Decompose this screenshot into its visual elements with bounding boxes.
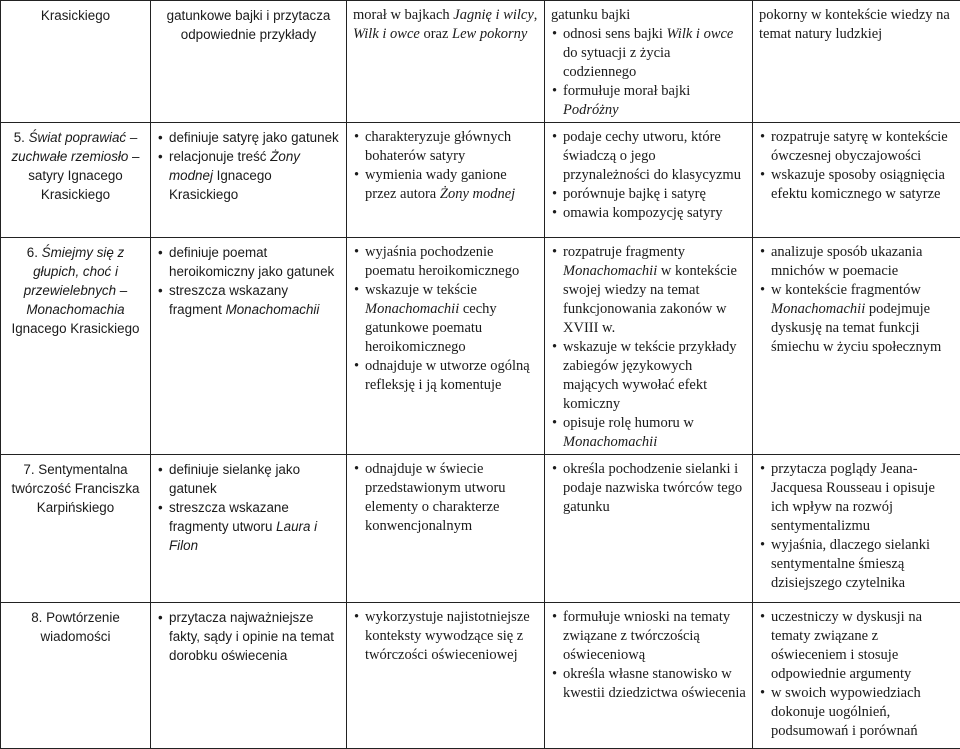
- requirement-item: • odnajduje w utworze ogólną refleksję i ją komentuje: [353, 357, 538, 395]
- extended-requirements-cell: [347, 603, 545, 749]
- requirement-item: • określa pochodzenie sielanki i podaje nazwiska twórców tego gatunku: [551, 460, 746, 517]
- requirement-item: • opisuje rolę humoru w Monachomachii: [551, 414, 746, 452]
- requirements-list: [759, 243, 956, 357]
- requirements-list: [157, 460, 340, 555]
- requirement-item: • definiuje satyrę jako gatunek: [157, 128, 340, 147]
- requirements-text: gatunku bajki: [551, 6, 746, 25]
- requirement-item: • charakteryzuje głównych bohaterów satyry: [353, 128, 538, 166]
- requirement-item: • rozpatruje satyrę w kontekście ówczesnej obyczajowości: [759, 128, 956, 166]
- requirement-item: • wykorzystuje najistotniejsze konteksty wywodzące się z twórczości oświeceniowej: [353, 608, 538, 665]
- advanced-requirements-cell: [545, 123, 753, 238]
- basic-requirements-cell: [151, 455, 347, 603]
- requirement-item: • wskazuje w tekście Monachomachii cechy gatunkowe poematu heroikomicznego: [353, 281, 538, 357]
- requirement-item: • definiuje sielankę jako gatunek: [157, 460, 340, 498]
- requirements-list: [353, 460, 538, 536]
- lesson-topic-cell: [1, 1, 151, 123]
- lesson-topic: 8. Powtórzenie wiadomości: [31, 610, 120, 644]
- requirement-item: • formułuje morał bajki Podróżny: [551, 82, 746, 120]
- excellent-requirements-cell: [753, 1, 960, 123]
- requirements-list: [551, 243, 746, 452]
- requirements-list: [157, 608, 340, 665]
- extended-requirements-cell: [347, 123, 545, 238]
- extended-requirements-cell: [347, 238, 545, 455]
- requirement-item: • omawia kompozycję satyry: [551, 204, 746, 223]
- table-row: [1, 603, 960, 749]
- requirements-list: [551, 128, 746, 223]
- lesson-topic: 7. Sentymentalna twórczość Franciszka Karpińskiego: [12, 462, 140, 515]
- requirements-list: [157, 243, 340, 319]
- excellent-requirements-cell: [753, 123, 960, 238]
- requirement-item: • w swoich wypowiedziach dokonuje uogólnień, podsumowań i porównań: [759, 684, 956, 741]
- requirement-item: • wskazuje w tekście przykłady zabiegów językowych mających wywołać efekt komiczny: [551, 338, 746, 414]
- requirements-text: pokorny w kontekście wiedzy na temat natury ludzkiej: [759, 6, 956, 44]
- requirements-text: gatunkowe bajki i przytacza odpowiednie przykłady: [167, 8, 331, 42]
- requirement-item: • analizuje sposób ukazania mnichów w poemacie: [759, 243, 956, 281]
- lesson-topic-cell: [1, 238, 151, 455]
- basic-requirements-cell: [151, 1, 347, 123]
- requirement-item: • uczestniczy w dyskusji na tematy związane z oświeceniem i stosuje odpowiednie argumenty: [759, 608, 956, 684]
- requirements-list: [759, 608, 956, 741]
- extended-requirements-cell: [347, 1, 545, 123]
- requirements-list: [157, 128, 340, 204]
- lesson-topic-cell: [1, 603, 151, 749]
- table-row: [1, 238, 960, 455]
- basic-requirements-cell: [151, 123, 347, 238]
- lesson-topic: 5. Świat poprawiać – zuchwałe rzemiosło – satyry Ignacego Krasickiego: [11, 130, 139, 202]
- excellent-requirements-cell: [753, 603, 960, 749]
- requirement-item: • rozpatruje fragmenty Monachomachii w kontekście swojej wiedzy na temat funkcjonowania zakonów w XVIII w.: [551, 243, 746, 338]
- requirement-item: • wyjaśnia pochodzenie poematu heroikomicznego: [353, 243, 538, 281]
- requirement-item: • streszcza wskazane fragmenty utworu Laura i Filon: [157, 498, 340, 555]
- table-row: [1, 1, 960, 123]
- requirements-list: [353, 243, 538, 395]
- advanced-requirements-cell: [545, 455, 753, 603]
- excellent-requirements-cell: [753, 238, 960, 455]
- requirement-item: • wskazuje sposoby osiągnięcia efektu komicznego w satyrze: [759, 166, 956, 204]
- requirement-item: • przytacza poglądy Jeana-Jacquesa Rousseau i opisuje ich wpływ na rozwój sentymentalizmu: [759, 460, 956, 536]
- requirement-item: • odnajduje w świecie przedstawionym utworu elementy o charakterze konwencjonalnym: [353, 460, 538, 536]
- requirements-list: [353, 128, 538, 204]
- advanced-requirements-cell: [545, 238, 753, 455]
- excellent-requirements-cell: [753, 455, 960, 603]
- table-row: [1, 123, 960, 238]
- table-row: [1, 455, 960, 603]
- requirements-list: [551, 608, 746, 703]
- requirement-item: • formułuje wnioski na tematy związane z twórczością oświeceniową: [551, 608, 746, 665]
- basic-requirements-cell: [151, 603, 347, 749]
- requirements-list: [759, 460, 956, 593]
- requirements-list: [551, 460, 746, 517]
- advanced-requirements-cell: [545, 603, 753, 749]
- advanced-requirements-cell: [545, 1, 753, 123]
- lesson-topic: Krasickiego: [41, 8, 110, 23]
- requirement-item: • relacjonuje treść Żony modnej Ignacego Krasickiego: [157, 147, 340, 204]
- requirement-item: • wymienia wady ganione przez autora Żony modnej: [353, 166, 538, 204]
- requirements-list: [759, 128, 956, 204]
- requirement-item: • w kontekście fragmentów Monachomachii podejmuje dyskusję na temat funkcji śmiechu w życiu społecznym: [759, 281, 956, 357]
- requirements-text: morał w bajkach Jagnię i wilcy, Wilk i owce oraz Lew pokorny: [353, 7, 537, 42]
- requirement-item: • wyjaśnia, dlaczego sielanki sentymentalne śmieszą dzisiejszego czytelnika: [759, 536, 956, 593]
- requirement-item: • przytacza najważniejsze fakty, sądy i opinie na temat dorobku oświecenia: [157, 608, 340, 665]
- requirements-list: [353, 608, 538, 665]
- requirement-item: • określa własne stanowisko w kwestii dziedzictwa oświecenia: [551, 665, 746, 703]
- extended-requirements-cell: [347, 455, 545, 603]
- basic-requirements-cell: [151, 238, 347, 455]
- requirement-item: • streszcza wskazany fragment Monachomachii: [157, 281, 340, 319]
- requirement-item: • porównuje bajkę i satyrę: [551, 185, 746, 204]
- lesson-topic-cell: [1, 123, 151, 238]
- lesson-topic-cell: [1, 455, 151, 603]
- requirement-item: • odnosi sens bajki Wilk i owce do sytuacji z życia codziennego: [551, 25, 746, 82]
- requirements-list: [551, 25, 746, 120]
- requirement-item: • definiuje poemat heroikomiczny jako gatunek: [157, 243, 340, 281]
- lesson-topic: 6. Śmiejmy się z głupich, choć i przewielebnych – Monachomachia Ignacego Krasickiego: [11, 245, 139, 336]
- requirement-item: • podaje cechy utworu, które świadczą o jego przynależności do klasycyzmu: [551, 128, 746, 185]
